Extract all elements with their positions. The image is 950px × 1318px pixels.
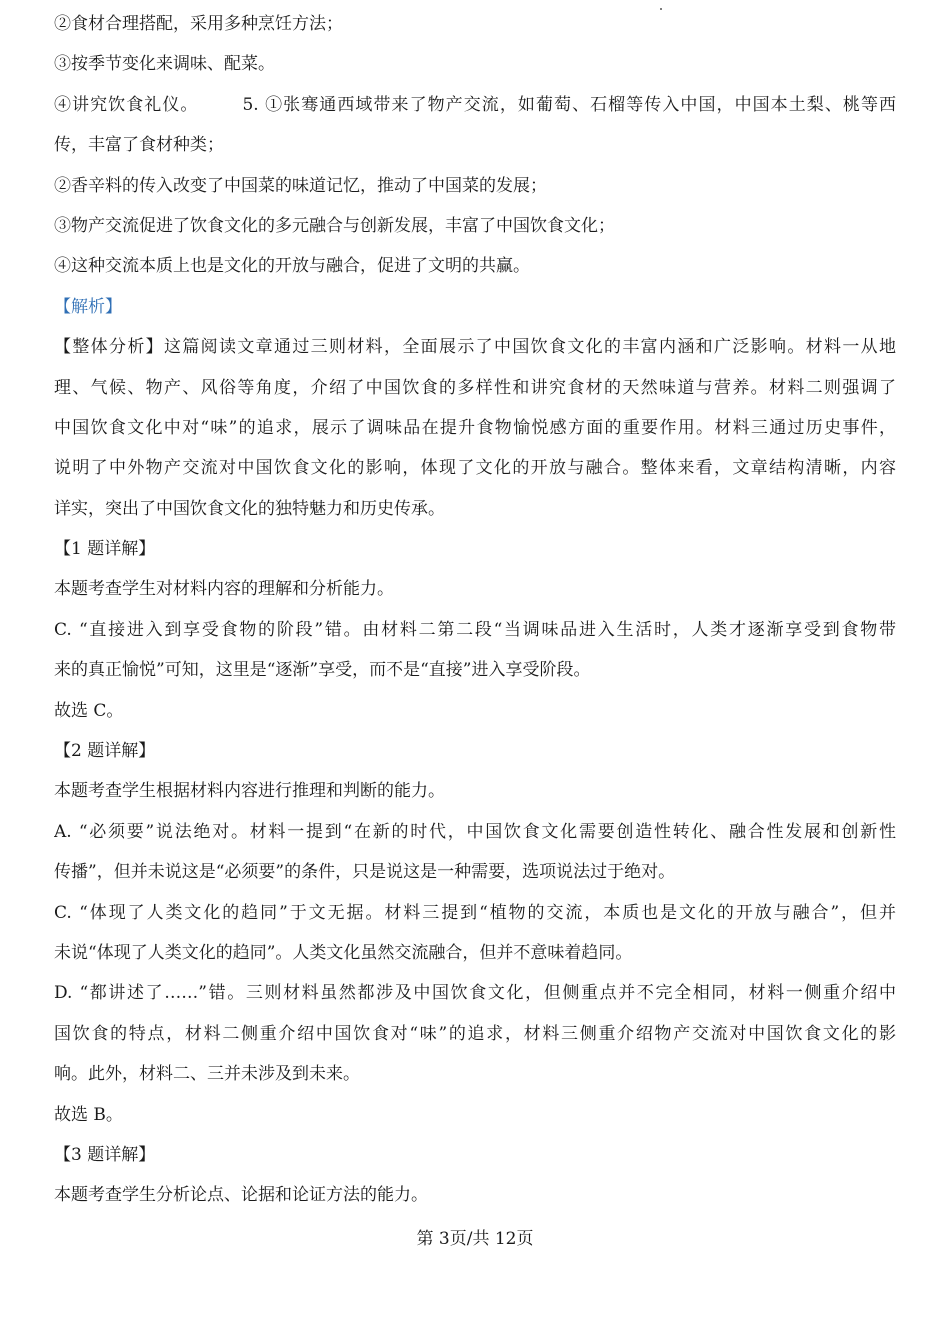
q3-detail-heading: 【3 题详解】 — [54, 1144, 156, 1165]
answer-4-4: ④讲究饮食礼仪。 — [54, 94, 199, 115]
q1-option-c-line-2: 来的真正愉悦”可知，这里是“逐渐”享受，而不是“直接”进入享受阶段。 — [54, 660, 591, 681]
page-number-footer: 第 3页/共 12页 — [416, 1229, 534, 1249]
q2-answer: 故选 B。 — [54, 1104, 123, 1125]
q2-intro: 本题考查学生根据材料内容进行推理和判断的能力。 — [54, 781, 445, 802]
q1-intro: 本题考查学生对材料内容的理解和分析能力。 — [54, 579, 394, 600]
analysis-heading: 【解析】 — [54, 296, 122, 317]
answer-line-5-2: ②香辛料的传入改变了中国菜的味道记忆，推动了中国菜的发展； — [54, 175, 547, 196]
answer-line-5-1-cont: 传，丰富了食材种类； — [54, 135, 224, 156]
answer-line-5-4: ④这种交流本质上也是文化的开放与融合，促进了文明的共赢。 — [54, 256, 530, 277]
overall-analysis-line-4: 说明了中外物产交流对中国饮食文化的影响，体现了文化的开放与融合。整体来看，文章结构清晰，内容 — [54, 458, 896, 479]
answer-line-4-4-and-5-1 — [54, 85, 896, 125]
q2-option-a-line-2: 传播”，但并未说这是“必须要”的条件，只是说这是一种需要，选项说法过于绝对。 — [54, 862, 676, 883]
overall-analysis-line-2: 理、气候、物产、风俗等角度，介绍了中国饮食的多样性和讲究食材的天然味道与营养。材料二则强调了 — [54, 377, 896, 398]
answer-line-4-2: ②食材合理搭配，采用多种烹饪方法； — [54, 14, 343, 34]
q2-option-d-line-1: D. “都讲述了……”错。三则材料虽然都涉及中国饮食文化，但侧重点并不完全相同，材料一侧重介绍中 — [54, 983, 896, 1004]
q2-option-c-line-2: 未说“体现了人类文化的趋同”。人类文化虽然交流融合，但并不意味着趋同。 — [54, 942, 633, 963]
q3-intro: 本题考查学生分析论点、论据和论证方法的能力。 — [54, 1185, 428, 1206]
q2-option-d-line-2: 国饮食的特点，材料二侧重介绍中国饮食对“味”的追求，材料三侧重介绍物产交流对中国饮食文化的影 — [54, 1023, 896, 1044]
q2-detail-heading: 【2 题详解】 — [54, 741, 156, 762]
q1-answer: 故选 C。 — [54, 700, 124, 721]
document-page — [54, 4, 896, 1216]
overall-analysis-line-5: 详实，突出了中国饮食文化的独特魅力和历史传承。 — [54, 498, 445, 519]
overall-analysis-line-1: 【整体分析】这篇阅读文章通过三则材料，全面展示了中国饮食文化的丰富内涵和广泛影响。材料一从地 — [54, 337, 896, 358]
answer-line-5-3: ③物产交流促进了饮食文化的多元融合与创新发展，丰富了中国饮食文化； — [54, 215, 615, 236]
q1-option-c-line-1: C. “直接进入到享受食物的阶段”错。由材料二第二段“当调味品进入生活时，人类才逐渐享受到食物带 — [54, 619, 896, 640]
answer-5-1: 5. ①张骞通西域带来了物产交流，如葡萄、石榴等传入中国，中国本土梨、桃等西 — [242, 94, 896, 115]
overall-analysis-line-3: 中国饮食文化中对“味”的追求，展示了调味品在提升食物愉悦感方面的重要作用。材料三通过历史事件， — [54, 417, 896, 438]
q2-option-a-line-1: A. “必须要”说法绝对。材料一提到“在新的时代，中国饮食文化需要创造性转化、融合性发展和创新性 — [54, 821, 896, 842]
q2-option-d-line-3: 响。此外，材料二、三并未涉及到未来。 — [54, 1064, 360, 1085]
q2-option-c-line-1: C. “体现了人类文化的趋同”于文无据。材料三提到“植物的交流，本质也是文化的开放与融合”，但并 — [54, 902, 896, 923]
answer-line-4-3: ③按季节变化来调味、配菜。 — [54, 54, 275, 75]
q1-detail-heading: 【1 题详解】 — [54, 539, 156, 560]
